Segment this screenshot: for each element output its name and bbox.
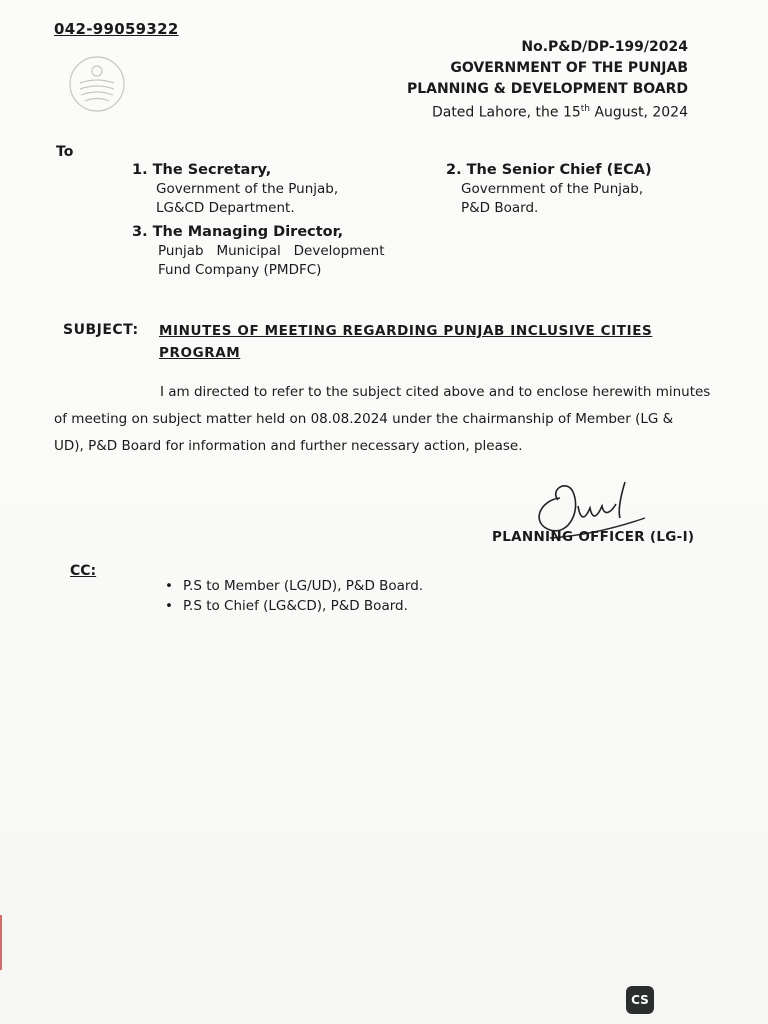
cc-item-1: • P.S to Member (LG/UD), P&D Board. (163, 578, 423, 594)
org-line-2: PLANNING & DEVELOPMENT BOARD (406, 81, 688, 97)
date-prefix: Dated Lahore, the 15 (431, 104, 581, 121)
addressee-3-line-1: Punjab Municipal Development (158, 243, 385, 259)
addressee-1-title: 1. The Secretary, (132, 162, 272, 178)
to-label: To (56, 144, 74, 160)
addressee-3-line-2: Fund Company (PMDFC) (158, 262, 322, 278)
subject-text (159, 320, 719, 364)
addressee-2 (446, 162, 652, 216)
signatory-title: PLANNING OFFICER (LG-I) (492, 529, 695, 545)
addressee-2-line-1: Government of the Punjab, (461, 181, 644, 197)
addressee-1-line-1: Government of the Punjab, (156, 181, 339, 197)
subject-line-2: PROGRAM (159, 345, 241, 361)
cc-label: CC: (70, 563, 97, 579)
subject-line-1: MINUTES OF MEETING REGARDING PUNJAB INCLUSIVE CITIES (159, 323, 653, 339)
reference-number: No.P&D/DP-199/2024 (521, 39, 688, 55)
body-line-3: UD), P&D Board for information and further necessary action, please. (54, 438, 523, 454)
body-line-1: I am directed to refer to the subject cited above and to enclose herewith minutes (160, 384, 711, 400)
phone-number: 042-99059322 (54, 20, 179, 38)
addressee-2-title: 2. The Senior Chief (ECA) (446, 162, 652, 178)
addressee-3 (132, 224, 385, 278)
addressee-1 (132, 162, 338, 216)
date-ordinal: th (580, 104, 591, 114)
date-suffix: August, 2024 (590, 104, 688, 121)
date-line (432, 104, 688, 121)
cc-item-2: • P.S to Chief (LG&CD), P&D Board. (163, 598, 423, 614)
addressee-3-title: 3. The Managing Director, (132, 224, 344, 240)
camscanner-badge-icon: CS (626, 986, 654, 1014)
punjab-emblem-icon (68, 55, 126, 113)
addressee-2-line-2: P&D Board. (461, 200, 539, 216)
org-line-1: GOVERNMENT OF THE PUNJAB (450, 60, 688, 76)
page-edge-mark (0, 915, 2, 970)
addressee-1-line-2: LG&CD Department. (156, 200, 295, 216)
body-line-2: of meeting on subject matter held on 08.08.2024 under the chairmanship of Member (LG & (54, 411, 674, 427)
cc-list (163, 578, 423, 618)
subject-label: SUBJECT: (63, 322, 139, 338)
